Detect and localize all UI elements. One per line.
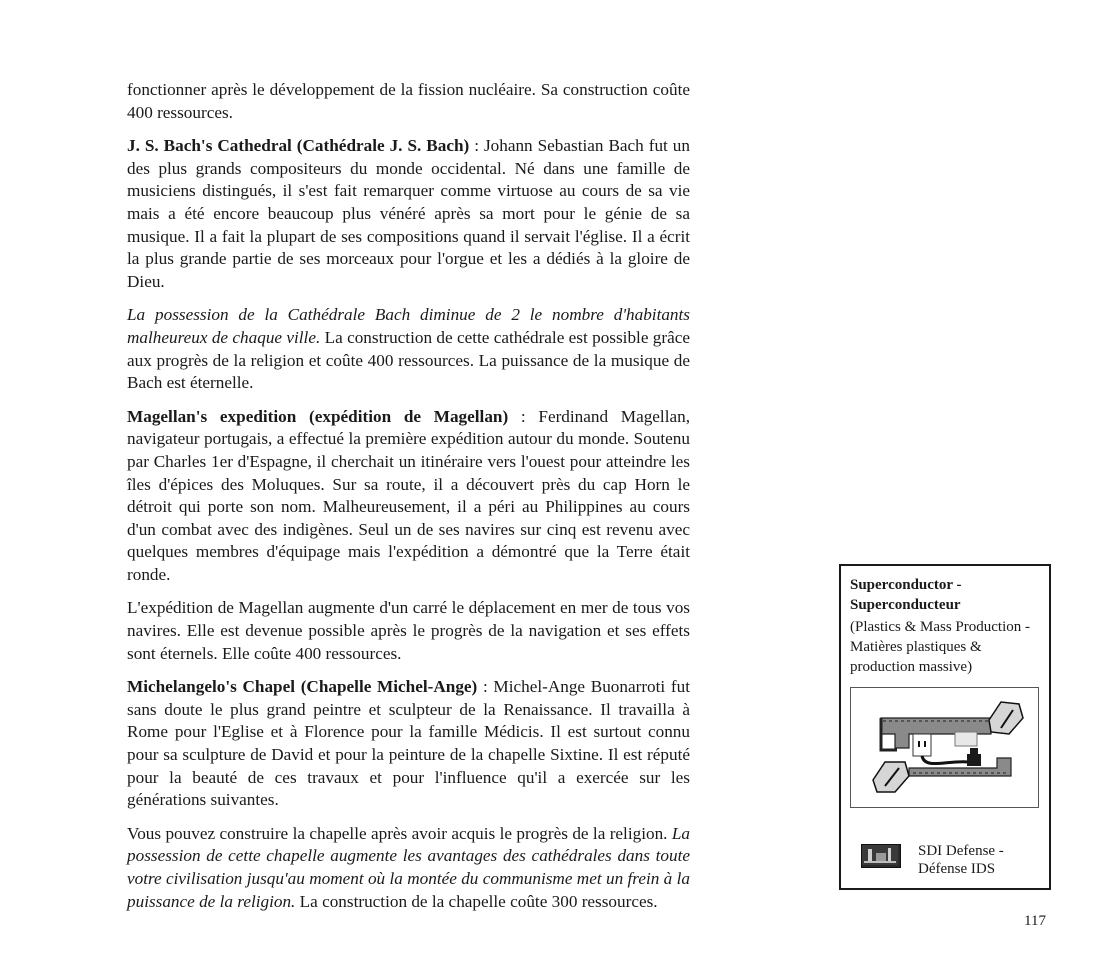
- paragraph-michelangelo: [127, 676, 690, 812]
- superconductor-circuit-icon: [851, 688, 1038, 807]
- sidebar-title: Superconductor - Superconducteur: [850, 577, 962, 613]
- paragraph-bach: [127, 135, 690, 293]
- paragraph-text: fonctionner après le développement de la fission nucléaire. Sa construction coûte 400 ressources.: [127, 80, 690, 122]
- paragraph-text: : Johann Sebastian Bach fut un des plus grands compositeurs du monde occidental. Né dans une famille de musiciens distingués, il s'est fait remarquer comme virtuose au cours de sa vie mais a été encore beaucoup plus vénéré après sa mort pour le génie de sa musique. Il a fait la plupart de ses compositions quand il servait l'église. Il a écrit la plus grande partie de ses morceaux pour l'orgue et les a dédiés à la gloire de Dieu.: [127, 136, 690, 291]
- effect-text: La possession de cette chapelle augmente les avantages des cathédrales dans toute votre civilisation jusqu'au moment où la montée du communisme met un frein à la puissance de la religion.: [127, 823, 690, 911]
- sdi-defense-label: SDI Defense - Défense IDS: [918, 843, 1004, 877]
- paragraph-michelangelo-effect: [127, 823, 690, 913]
- main-text-column: [127, 79, 690, 924]
- paragraph-bach-effect: [127, 304, 690, 394]
- sdi-defense-icon: [861, 844, 901, 868]
- paragraph-text: : Michel-Ange Buonarroti fut sans doute le plus grand peintre et sculpteur de la Renaissance. Il travailla à Rome pour l'Eglise et à Florence pour la famille Médicis. Il est surtout connu pour sa sculpture de David et pour la peinture de la chapelle Sixtine. Il est réputé pour la beauté de ces travaux et pour l'influence qu'il a exercée sur les générations suivantes.: [127, 677, 690, 810]
- paragraph-text: La construction de la chapelle coûte 300 ressources.: [295, 891, 658, 911]
- entry-heading-bach: J. S. Bach's Cathedral (Cathédrale J. S. Bach): [127, 136, 470, 156]
- page-number: 117: [1024, 913, 1046, 929]
- superconductor-illustration: [850, 687, 1039, 808]
- paragraph-text: L'expédition de Magellan augmente d'un carré le déplacement en mer de tous vos navires. Elle est devenue possible après le progrès de la navigation et ses effets sont éternels. Elle coûte 400 ressources.: [127, 598, 690, 663]
- effect-text: La possession de la Cathédrale Bach diminue de 2 le nombre d'habitants malheureux de chaque ville.: [127, 305, 690, 347]
- paragraph-intro: [127, 79, 690, 124]
- paragraph-magellan: [127, 406, 690, 587]
- paragraph-text: Vous pouvez construire la chapelle après avoir acquis le progrès de la religion.: [127, 823, 672, 843]
- entry-heading-magellan: Magellan's expedition (expédition de Magellan): [127, 406, 509, 426]
- paragraph-magellan-effect: [127, 597, 690, 665]
- paragraph-text: : Ferdinand Magellan, navigateur portugais, a effectué la première expédition autour du monde. Soutenu par Charles 1er d'Espagne, il cherchait un itinéraire vers l'ouest pour atteindre les îles d'épices des Moluques. Sur sa route, il a découvert près du cap Horn le détroit qui porte son nom. Malheureusement, il a péri au Philippines au cours d'un combat avec des indigènes. Seul un de ses navires sur cinq est revenu avec quelques membres d'équipage mais l'expédition a démontré que la Terre était ronde.: [127, 406, 690, 584]
- advance-sidebar-box: [839, 564, 1051, 890]
- paragraph-text: La construction de cette cathédrale est possible grâce aux progrès de la religion et coûte 400 ressources. La puissance de la musique de Bach est éternelle.: [127, 327, 690, 393]
- entry-heading-michelangelo: Michelangelo's Chapel (Chapelle Michel-Ange): [127, 677, 478, 697]
- sidebar-prerequisites: (Plastics & Mass Production - Matières plastiques & production massive): [850, 619, 1030, 675]
